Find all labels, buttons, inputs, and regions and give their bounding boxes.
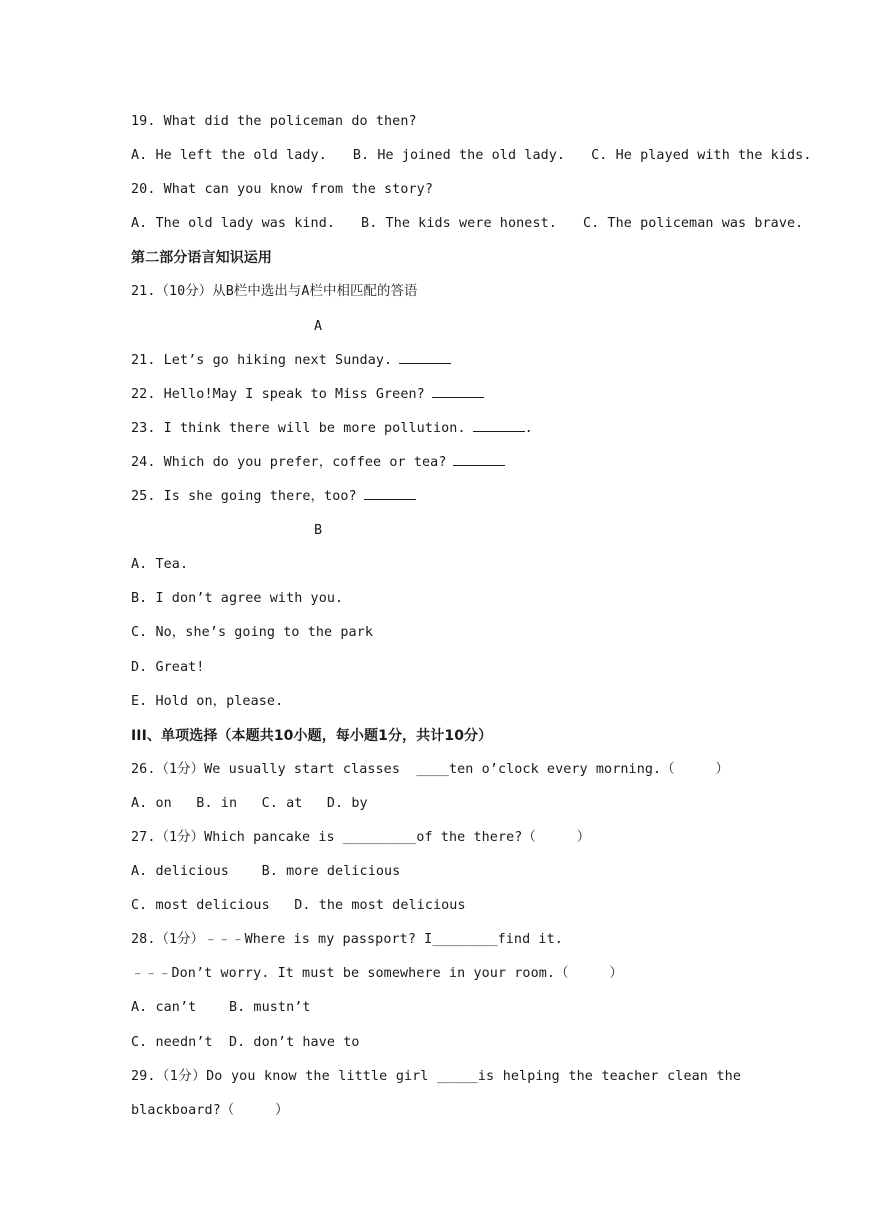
option-19-c: C. He played with the kids.: [591, 148, 812, 164]
question-28-options-row2: C. needn’t D. don’t have to: [131, 1034, 360, 1050]
match-item-22: [131, 381, 741, 415]
match-item-text: 25. Is she going there，too?: [131, 489, 357, 505]
question-28-reply: ﹣﹣﹣Don’t worry. It must be somewhere in your room.（ ）: [131, 966, 623, 982]
question-28-options-row1: A. can’t B. mustn’t: [131, 1000, 311, 1016]
answer-option-a: A. Tea.: [131, 557, 189, 573]
column-a-label: A: [314, 318, 323, 334]
answer-blank[interactable]: [399, 351, 451, 364]
answer-blank[interactable]: [453, 453, 505, 466]
answer-blank[interactable]: [473, 419, 525, 432]
option-19-b: B. He joined the old lady.: [352, 148, 566, 164]
question-27-options-row1: A. delicious B. more delicious: [131, 864, 401, 880]
question-27: 27.（1分）Which pancake is _________of the there?（ ）: [131, 829, 591, 845]
answer-blank[interactable]: [432, 385, 484, 398]
answer-option-d: D. Great!: [131, 659, 205, 675]
option-20-b: B. The kids were honest.: [361, 216, 557, 232]
match-item-24: [131, 449, 741, 483]
exam-page: [131, 108, 812, 1131]
option-20-c: C. The policeman was brave.: [582, 216, 804, 232]
answer-blank[interactable]: [364, 487, 416, 500]
answer-option-b: B. I don’t agree with you.: [131, 591, 344, 607]
match-item-text: 21. Let’s go hiking next Sunday.: [131, 352, 393, 368]
match-item-text: 22. Hello!May I speak to Miss Green?: [131, 386, 425, 402]
answer-option-e: E. Hold on，please.: [131, 693, 284, 709]
question-26-options: A. on B. in C. at D. by: [131, 795, 368, 811]
question-19: 19. What did the policeman do then?: [131, 114, 417, 129]
match-item-text: 23. I think there will be more pollution.: [131, 420, 466, 436]
question-29-line1: 29.（1分）Do you know the little girl _____is helping the teacher clean the: [131, 1068, 741, 1084]
part2-heading: 第二部分语言知识运用: [131, 250, 272, 267]
part3-heading: III、单项选择（本题共10小题，每小题1分，共计10分）: [131, 727, 493, 744]
option-19-a: A. He left the old lady.: [131, 148, 327, 164]
question-20: 20. What can you know from the story?: [131, 182, 433, 198]
question-29-line2: blackboard?（ ）: [131, 1102, 289, 1118]
match-item-25: [131, 483, 741, 517]
match-item-text: 24. Which do you prefer，coffee or tea?: [131, 454, 447, 470]
part2-instruction: 21.（10分）从B栏中选出与A栏中相匹配的答语: [131, 284, 418, 300]
question-19-options: [131, 142, 812, 176]
question-26: 26.（1分）We usually start classes ____ten o’clock every morning.（ ）: [131, 761, 729, 777]
match-item-23: 23. I think there will be more pollution. .: [131, 420, 533, 436]
question-28: 28.（1分）﹣﹣﹣Where is my passport? I________find it.: [131, 932, 563, 948]
question-27-options-row2: C. most delicious D. the most delicious: [131, 898, 466, 914]
answer-option-c: C. No，she’s going to the park: [131, 625, 374, 641]
match-item-21: [131, 347, 741, 381]
option-20-a: A. The old lady was kind.: [131, 216, 336, 232]
column-b-label: B: [314, 523, 323, 539]
question-20-options: [131, 210, 804, 244]
